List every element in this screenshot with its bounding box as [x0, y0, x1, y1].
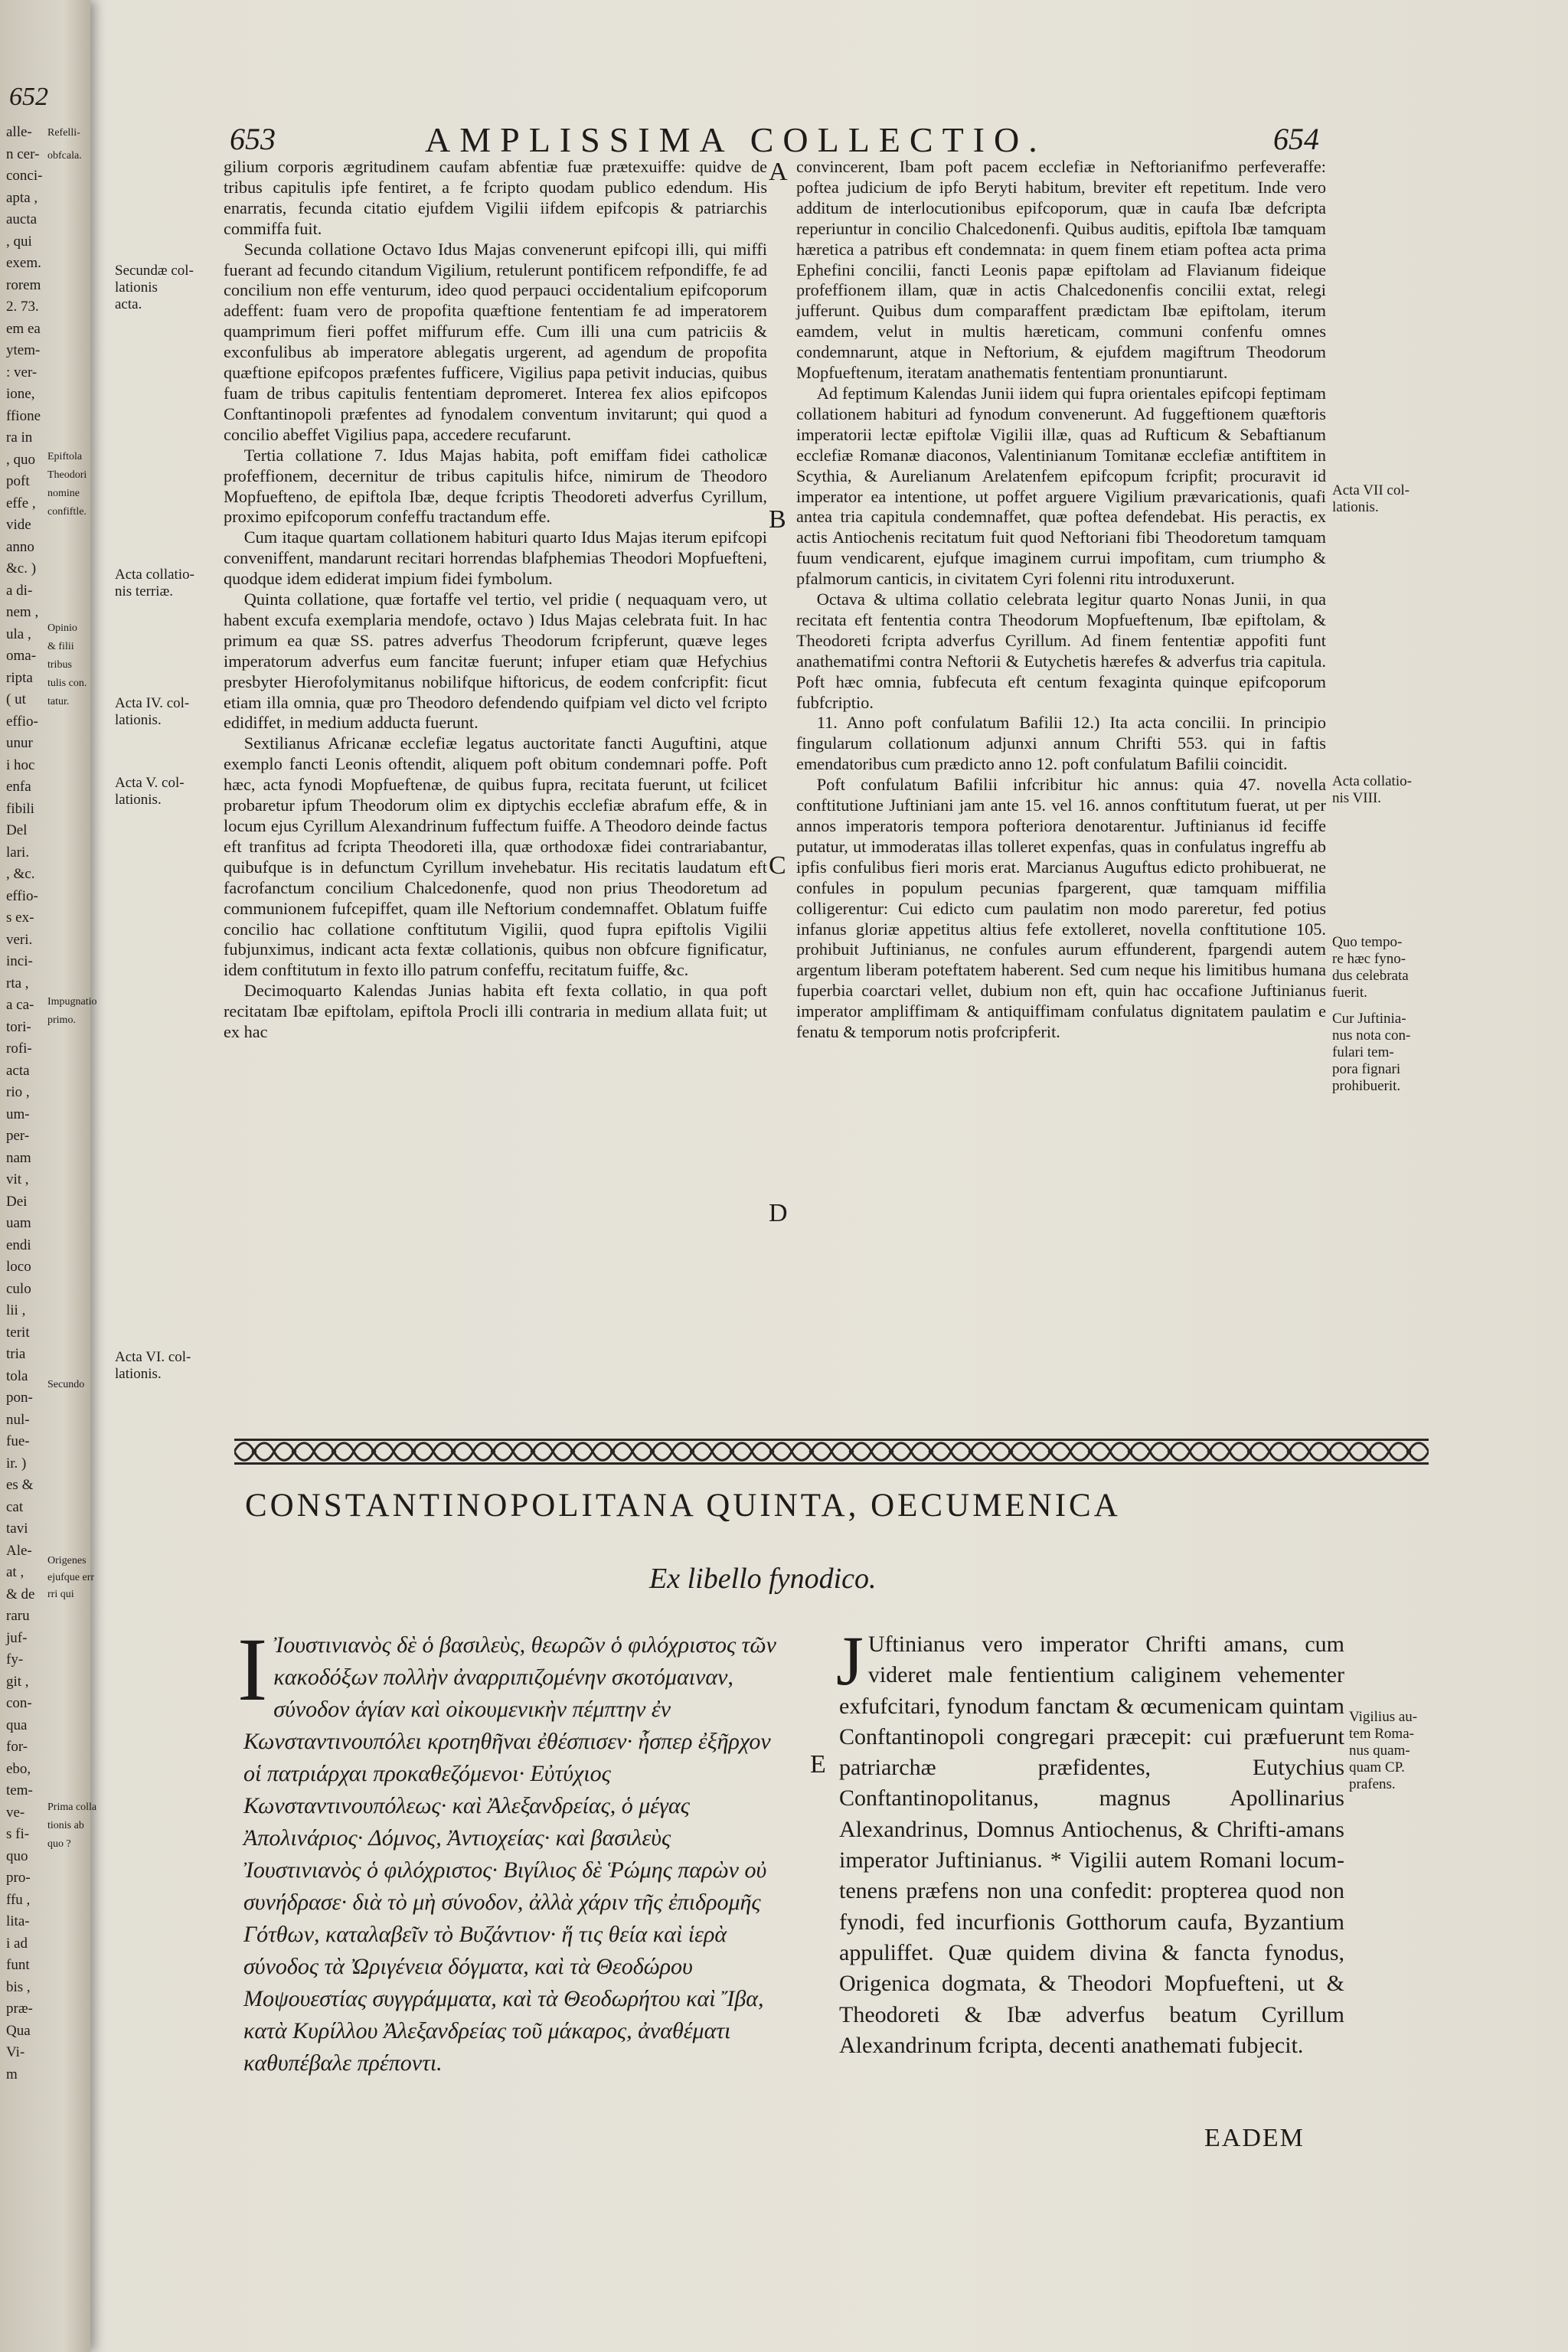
paragraph: Tertia collatione 7. Idus Majas habita, poft emiffam fidei catholicæ profeffionem, decernitur de tribus capitulis hifce, nimirum de Theodoro Mopfueftenο, de epiftola Ibæ, deque fcriptis Theodoreti adverfus Cyrillum, proximo epifcoporum confeffu tractandum effe. [224, 445, 767, 527]
section-letter-a: A [769, 158, 788, 186]
margin-fragment: i ad [6, 1935, 28, 1952]
paragraph: Secunda collatione Octavo Idus Majas convenerunt epifcopi illi, qui miffi fuerant ad fecundo citandum Vigilium, retulerunt pontificem refpondiffe, fe ad concilium non effe venturum, ideo quod perpauci occidentalium epifcoporum adeffent: fuam vero de propofita quæftione fententiam fe ad imperatorem quamprimum fieri poffet miffurum effe. Cum illi una cum patriciis & exconfulibus ab imperatore ablegatis urgerent, ad agendum de propofita quæftione epifcopos præfentes fufficere, Vigilius papa petivit inducias, quibus fuam de tribus capitulis fententiam depromeret. Interea fex alios epifcopos Conftantinopoli præfentes ad fynodalem conventum invitarunt; qui quod a concilio abeffet Vigilius papa, accedere recufarunt. [224, 239, 767, 444]
margin-fragment: lita- [6, 1913, 30, 1929]
margin-fragment: , quo [6, 451, 35, 468]
margin-note-fragment: Prima colla [47, 1802, 97, 1813]
sidenote-left: Secundæ col- lationis acta. [115, 263, 194, 312]
margin-note-fragment: tatur. [47, 696, 70, 707]
margin-fragment: a ca- [6, 997, 34, 1013]
margin-note-fragment: quo ? [47, 1838, 71, 1850]
margin-fragment: pro- [6, 1870, 31, 1886]
paragraph: Ad feptimum Kalendas Junii iidem qui fupra orientales epifcopi feptimam collationem habituri ad fynodum convenerunt. Ad fuggeftionem quæftoris imperatorii lectæ epiftolæ Vigilii illæ, quas ad Rufticum & Sebaftianum ecclefiæ Romanæ diaconos, Valentinianum Tomitanæ ecclefiæ antiftitem in Scythia, & Aurelianum Arelatenfem epifcopum fcripfit; procuravit id imperator ea intentione, ut poffet arguere Vigilium prævaricationis, quafi antea tria capitula condemnaffet, quæ poftea defendebat. His peractis, ex actis Antiochenis recitatum fuit quod Neftoriani fibi Theodoretum tamquam fuum vendicarent, ejufque imaginem currui impofitam, cum triumpho & pfalmorum canticis, in civitatem Cyri folenni ritu introduxerunt. [796, 383, 1326, 589]
latin-text-column [836, 1622, 1344, 2061]
margin-note-fragment: nomine [47, 488, 80, 499]
margin-fragment: tavi [6, 1521, 28, 1537]
margin-fragment: effe , [6, 495, 36, 511]
margin-fragment: Ale- [6, 1542, 32, 1559]
margin-note-fragment: Refelli- [47, 127, 80, 139]
margin-fragment: ve- [6, 1804, 25, 1821]
margin-fragment: &c. ) [6, 560, 37, 577]
section-letter-d: D [769, 1199, 788, 1227]
paragraph: Octava & ultima collatio celebrata legitur quarto Nonas Junii, in qua recitata eft fententia contra Theodorum Mopfueftenum, Ibæ epiftolam, & Theodoreti fcripta adverfus Cyrillum. Ad finem fententiæ appofiti funt anathematifmi contra Neftorii & Eutychetis hærefes & adverfus tria capitula. Poft hæc omnia, fubfecuta eft centum fexaginta quinque epifcoporum fubfcriptio. [796, 590, 1326, 712]
margin-note-fragment: Epiftola [47, 451, 83, 462]
sidenote-left: Acta IV. col- lationis. [115, 695, 190, 728]
previous-page-number: 652 [9, 83, 48, 111]
left-text-column [224, 157, 767, 1043]
margin-note-fragment: Theodori [47, 469, 87, 481]
sidenote-right: Cur Juftinia- nus nota con- fulari tem- pora fignari prohibuerit. [1332, 1011, 1411, 1094]
margin-fragment: s fi- [6, 1826, 30, 1842]
sidenote-left: Acta VI. col- lationis. [115, 1349, 191, 1382]
margin-fragment: ione, [6, 386, 35, 402]
left-page-number: 653 [230, 122, 276, 156]
paragraph: gilium corporis ægritudinem caufam abfentiæ fuæ prætexuiffe: quidve de tribus capitulis ipfe fentiret, a fe fcripto quodam publico edendum. His enarratis, fecunda citatio ejufdem Vigilii iifdem epifcopis & patriarchis commiffa fuit. [224, 157, 767, 238]
margin-fragment: nul- [6, 1411, 30, 1428]
margin-fragment: anno [6, 538, 34, 555]
section-letter-b: B [769, 505, 786, 534]
margin-note-fragment: Secundo [47, 1379, 85, 1390]
margin-fragment: tori- [6, 1018, 31, 1035]
margin-note-fragment: Opinio [47, 622, 77, 634]
margin-fragment: n cer- [6, 145, 40, 162]
margin-fragment: rta , [6, 975, 29, 991]
margin-note-fragment: tulis con. [47, 678, 87, 689]
margin-fragment: ffu , [6, 1891, 31, 1908]
paragraph: Quinta collatione, quæ fortaffe vel tertio, vel pridie ( nequaquam vero, ut habent excufa exemplaria mendofe, octavo ) Idus Majas celebrata fuit. In hac primum ea quæ SS. patres adverfus Theodorum fcripferunt, quæve leges imperatorum adverfus eum fancitæ fuerunt; infuper etiam quæ Hefychius presbyter Hierofolymitanus nobilifque hiftoricus, de eodem confcripfit: ficut etiam illa omnia, quæ pro Theodoro defendendo quifpiam vel dicto vel fcripto edidiffet, in medium adducta fuerunt. [224, 590, 767, 733]
margin-fragment: acta [6, 1062, 30, 1079]
margin-fragment: tem- [6, 1782, 33, 1798]
margin-fragment: apta , [6, 189, 38, 206]
margin-fragment: oma- [6, 648, 37, 664]
margin-note-fragment: primo. [47, 1014, 76, 1026]
paragraph: Poft confulatum Bafilii infcribitur hic annus: quia 47. novella conftitutione Juftiniani jam ante 15. vel 16. annos conftitutum fuerat, ut per annos imperatoris tempora pofteriora denotarentur. Juftinianus id feciffe putatur, ut immoderatas illas tolleret expenfas, quas in confulatus ingreffu ab ipfis confulibus fieri moris erat. Marcianus Auguftus edicto prohibuerat, ne confules in populum pecunias fpargerent, quæ tamquam miffilia colligerentur: Cui edicto cum paulatim non modo pareretur, fed potius infanus gloriæ appetitus altius fefe extolleret, novella conftitutione 105. prohibuit Juftinianus, ne confules aurum effunderent, fpargendi autem argentum liberam poteftatem haberent. Sed cum neque his limitibus humana fuperbia coarctari vellet, dubium non eft, quin hac occafione Juftinianus imperator ampliffimam & antiquiffimam confulatus dignitatem paulatim e fenatu & temporum notis profcripferit. [796, 775, 1326, 1042]
margin-fragment: ripta [6, 669, 33, 686]
margin-fragment: effio- [6, 713, 38, 730]
margin-fragment: for- [6, 1739, 28, 1755]
margin-fragment: ( ut [6, 691, 26, 707]
margin-note-fragment: tionis ab [47, 1820, 84, 1831]
margin-fragment: ebo, [6, 1760, 31, 1777]
margin-fragment: per- [6, 1128, 30, 1144]
margin-fragment: loco [6, 1259, 31, 1275]
paragraph: Cum itaque quartam collationem habituri quarto Idus Majas iterum epifcopi conveniffent, mandarunt recitari horrendas blafphemias Theodori Mopfuefteni, quodque idem ediderat impium fidei fymbolum. [224, 528, 767, 589]
margin-note-fragment: Impugnatio [47, 996, 97, 1008]
section-title: CONSTANTINOPOLITANA QUINTA, OECUMENICA [245, 1488, 1121, 1524]
paragraph: convincerent, Ibam poft pacem ecclefiæ in Neftorianifmo perfeveraffe: poftea judicium de ipfo Beryti habitum, breviter eft repetitum. Inde vero additum de interlocutionibus epifcoporum, quæ in caufa Ibæ defcripta reperiuntur in concilio Chalcedonenfi. Quibus auditis, epiftola Ibæ tamquam hæretica a patribus eft condemnata: in quem finem etiam poftea acta prima Ephefini concilii, fancti Leonis papæ epiftolam ad Flavianum fideique profeffionem illam, quæ in actis Chalcedonenfis concilii extat, relegi jufferunt. Quibus dum comparaffent prædictam Ibæ epiftolam, iterum eamdem, velut in multis hæreticam, communi confenfu omnes condemnarunt, atque in Neftorium, & ejufdem magiftrum Theodorum Mopfueftenum, iteratam anathematis fententiam pronuntiarunt. [796, 157, 1326, 383]
sidenote-right: Acta VII col- lationis. [1332, 482, 1410, 515]
margin-fragment: tola [6, 1367, 28, 1384]
margin-fragment: & de [6, 1586, 35, 1602]
section-letter-e: E [810, 1750, 826, 1779]
drop-cap: J [836, 1622, 864, 1700]
margin-fragment: lii , [6, 1302, 26, 1318]
previous-page-edge [0, 0, 97, 2352]
margin-fragment: conci- [6, 168, 43, 184]
margin-fragment: veri. [6, 931, 33, 948]
margin-fragment: 2. 73. [6, 299, 39, 315]
right-page-number: 654 [1273, 122, 1319, 156]
margin-fragment: quo [6, 1847, 28, 1864]
margin-fragment: fue- [6, 1433, 30, 1449]
sidenote-left: Acta collatio- nis terriæ. [115, 567, 194, 599]
greek-paragraph: Ἰουστινιανὸς δὲ ὁ βασιλεὺς, θεωρῶν ὁ φιλόχριστος τῶν κακοδόξων πολλὴν ἀναρριπιζομένην σκοτόμαιναν, σύνοδον ἁγίαν καὶ οἰκουμενικὴν πέμπτην ἐν Κωνσταντινουπόλει κροτηθῆναι ἐθέσπισεν· ἧσπερ ἐξῆρχον οἱ πατριάρχαι προκαθεζόμενοι· Εὐτύχιος Κωνσταντινουπόλεως· καὶ Ἀλεξανδρείας, ὁ μέγας Ἀπολινάριος· Δόμνος, Ἀντιοχείας· καὶ βασιλεὺς Ἰουστινιανὸς ὁ φιλόχριστος· Βιγίλιος δὲ Ῥώμης παρὼν οὐ συνήδρασε· διὰ τὸ μὴ σύνοδον, ἀλλὰ χάριν τῆς ἐπιδρομῆς Γότθων, καταλαβεῖν τὸ Βυζάντιον· ἥ τις θεία καὶ ἱερὰ σύνοδος τὰ Ὠριγένεια δόγματα, καὶ τὰ Θεοδώρου Μοψουεστίας συγγράμματα, καὶ τὰ Θεοδωρήτου καὶ Ἴβα, κατὰ Κυρίλλου Ἀλεξανδρείας τοῦ μάκαρος, ἀναθέματι καθυπέβαλε πρέποντι. [243, 1632, 776, 2076]
margin-fragment: cat [6, 1498, 24, 1515]
margin-fragment: præ- [6, 2001, 33, 2017]
margin-fragment: s ex- [6, 910, 34, 926]
greek-text-column [237, 1619, 789, 2079]
margin-fragment: : ver- [6, 364, 38, 381]
sidenote-right: Acta collatio- nis VIII. [1332, 773, 1412, 806]
margin-fragment: alle- [6, 124, 32, 140]
margin-fragment: raru [6, 1608, 30, 1624]
margin-fragment: ir. ) [6, 1455, 27, 1472]
margin-fragment: juf- [6, 1629, 28, 1646]
margin-fragment: ytem- [6, 342, 41, 358]
margin-fragment: Qua [6, 2022, 31, 2039]
margin-fragment: funt [6, 1957, 30, 1973]
margin-fragment: fibili [6, 800, 34, 817]
right-text-column [796, 157, 1326, 1043]
margin-fragment: , qui [6, 233, 32, 250]
margin-fragment: lari. [6, 844, 30, 861]
catchword: EADEM [1204, 2124, 1305, 2152]
margin-fragment: pon- [6, 1390, 33, 1406]
margin-fragment: rio , [6, 1084, 30, 1100]
margin-fragment: aucta [6, 211, 38, 227]
margin-fragment: Dei [6, 1193, 28, 1210]
margin-fragment: qua [6, 1717, 28, 1733]
margin-fragment: tria [6, 1346, 26, 1362]
margin-note-fragment: Origenes [47, 1555, 87, 1566]
margin-fragment: vide [6, 517, 31, 533]
margin-note-fragment: ejufque err [47, 1572, 95, 1583]
section-subtitle: Ex libello fynodico. [649, 1563, 877, 1595]
margin-fragment: rorem [6, 276, 41, 293]
margin-note-fragment: tribus [47, 659, 72, 671]
margin-fragment: Del [6, 822, 28, 838]
margin-fragment: nam [6, 1149, 31, 1166]
margin-fragment: , &c. [6, 866, 35, 882]
margin-fragment: ra in [6, 430, 33, 446]
margin-fragment: nem , [6, 604, 39, 620]
margin-fragment: a di- [6, 582, 33, 599]
margin-fragment: ula , [6, 626, 31, 642]
margin-fragment: bis , [6, 1978, 31, 1995]
margin-fragment: culo [6, 1280, 31, 1297]
margin-fragment: uam [6, 1215, 31, 1231]
margin-note-fragment: obfcala. [47, 150, 82, 162]
paragraph: Decimoquarto Kalendas Junias habita eft fexta collatio, in qua poft recitatam Ibæ epiftolam, epiftola Procli illi contraria in medium allata fuit; ut ex hac [224, 981, 767, 1042]
margin-note-fragment: & filii [47, 641, 74, 652]
margin-fragment: effio- [6, 887, 38, 904]
margin-fragment: es & [6, 1477, 34, 1493]
margin-note-fragment: rri qui [47, 1589, 74, 1600]
margin-fragment: enfa [6, 779, 31, 795]
latin-paragraph: Uftinianus vero imperator Chrifti amans, cum videret male fentientium caliginem vehementer exfufcitari, fynodum fanctam & œcumenicam quintam Conftantinopoli congregari præcepit: cui præfuerunt patriarchæ præfidentes, Eutychius Conftantinopolitanus, magnus Apollinarius Alexandrinus, Domnus Antiochenus, & Chrifti-amans imperator Juftinianus. * Vigilii autem Romani locum-tenens præfens non una confedit: propterea quod non fynodi, fed incurfionis Gotthorum caufa, Byzantium appuliffet. Quæ quidem divina & fancta fynodus, Origenica dogmata, & Theodori Mopfuefteni, ut & Theodoreti & Ibæ adverfus beatum Cyrillum Alexandrinum fcripta, decenti anathemati fubjecit. [839, 1632, 1344, 2058]
margin-fragment: con- [6, 1695, 32, 1711]
paragraph: Sextilianus Africanæ ecclefiæ legatus auctoritate fancti Auguftini, atque exemplo fancti Leonis oftendit, aliquem poft obitum condemnari poffe. Poft hæc, acta fynodi Mopfueftenæ, de quibus fupra, recitata fuerunt, ut fcilicet probaretur ipfum Theodorum olim ex diptychis ecclefiæ abrafum effe, & in locum ejus Cyrillum Alexandrinum fuffectum fuiffe. A Theodoro deinde factus eft tranfitus ad fcripta Theodoreti illa, quæ orthodoxæ fidei contrariabantur, quibufque is in defunctum Cyrillum invehebatur. His recitatis laudatum eft facrofanctum concilium Chalcedonenfe, quod non prius Theodoretum ad communionem fufcepiffet, quam ille Neftorium condemnaffet. Oblatum fuiffe concilio hac collatione conftitutum Vigilii, quod fupra epiftolis Vigilii fubjunximus, indicant acta fextæ collationis, quibus non obfcure fignificatur, idem conftitutum in fexto illo patrum confeffu, recitatum fuiffe, &c. [224, 733, 767, 980]
margin-fragment: um- [6, 1106, 30, 1122]
margin-fragment: at , [6, 1564, 24, 1580]
margin-fragment: git , [6, 1673, 29, 1690]
margin-fragment: unur [6, 735, 33, 751]
margin-fragment: rofi- [6, 1040, 32, 1057]
paragraph: 11. Anno poft confulatum Bafilii 12.) Ita acta concilii. In principio fingularum collationum adjunxi annum Chrifti 553. qui in faftis emendatoribus cum prædicto anno 12. poft confulatum Bafilii coincidit. [796, 713, 1326, 774]
margin-fragment: inci- [6, 953, 33, 969]
running-title: AMPLISSIMA COLLECTIO. [425, 120, 1047, 159]
sidenote-left: Acta V. col- lationis. [115, 775, 185, 808]
margin-fragment: terit [6, 1324, 30, 1341]
margin-fragment: Vi- [6, 2044, 25, 2060]
margin-fragment: i hoc [6, 756, 35, 773]
ornamental-divider [234, 1437, 1429, 1466]
margin-fragment: ffione [6, 407, 41, 424]
margin-fragment: m [6, 2066, 18, 2082]
margin-fragment: endi [6, 1236, 31, 1253]
margin-note-fragment: confiftle. [47, 506, 87, 518]
margin-fragment: em ea [6, 320, 41, 337]
margin-fragment: poft [6, 473, 30, 489]
margin-fragment: fy- [6, 1651, 24, 1668]
sidenote-right: Quo tempo- re hæc fyno- dus celebrata fuerit. [1332, 934, 1409, 1001]
margin-fragment: exem. [6, 255, 41, 271]
drop-cap: I [237, 1619, 268, 1720]
section-letter-c: C [769, 851, 786, 880]
margin-fragment: vit , [6, 1171, 29, 1187]
sidenote-right: Vigilius au- tem Roma- nus quam- quam CP. prafens. [1349, 1709, 1418, 1792]
